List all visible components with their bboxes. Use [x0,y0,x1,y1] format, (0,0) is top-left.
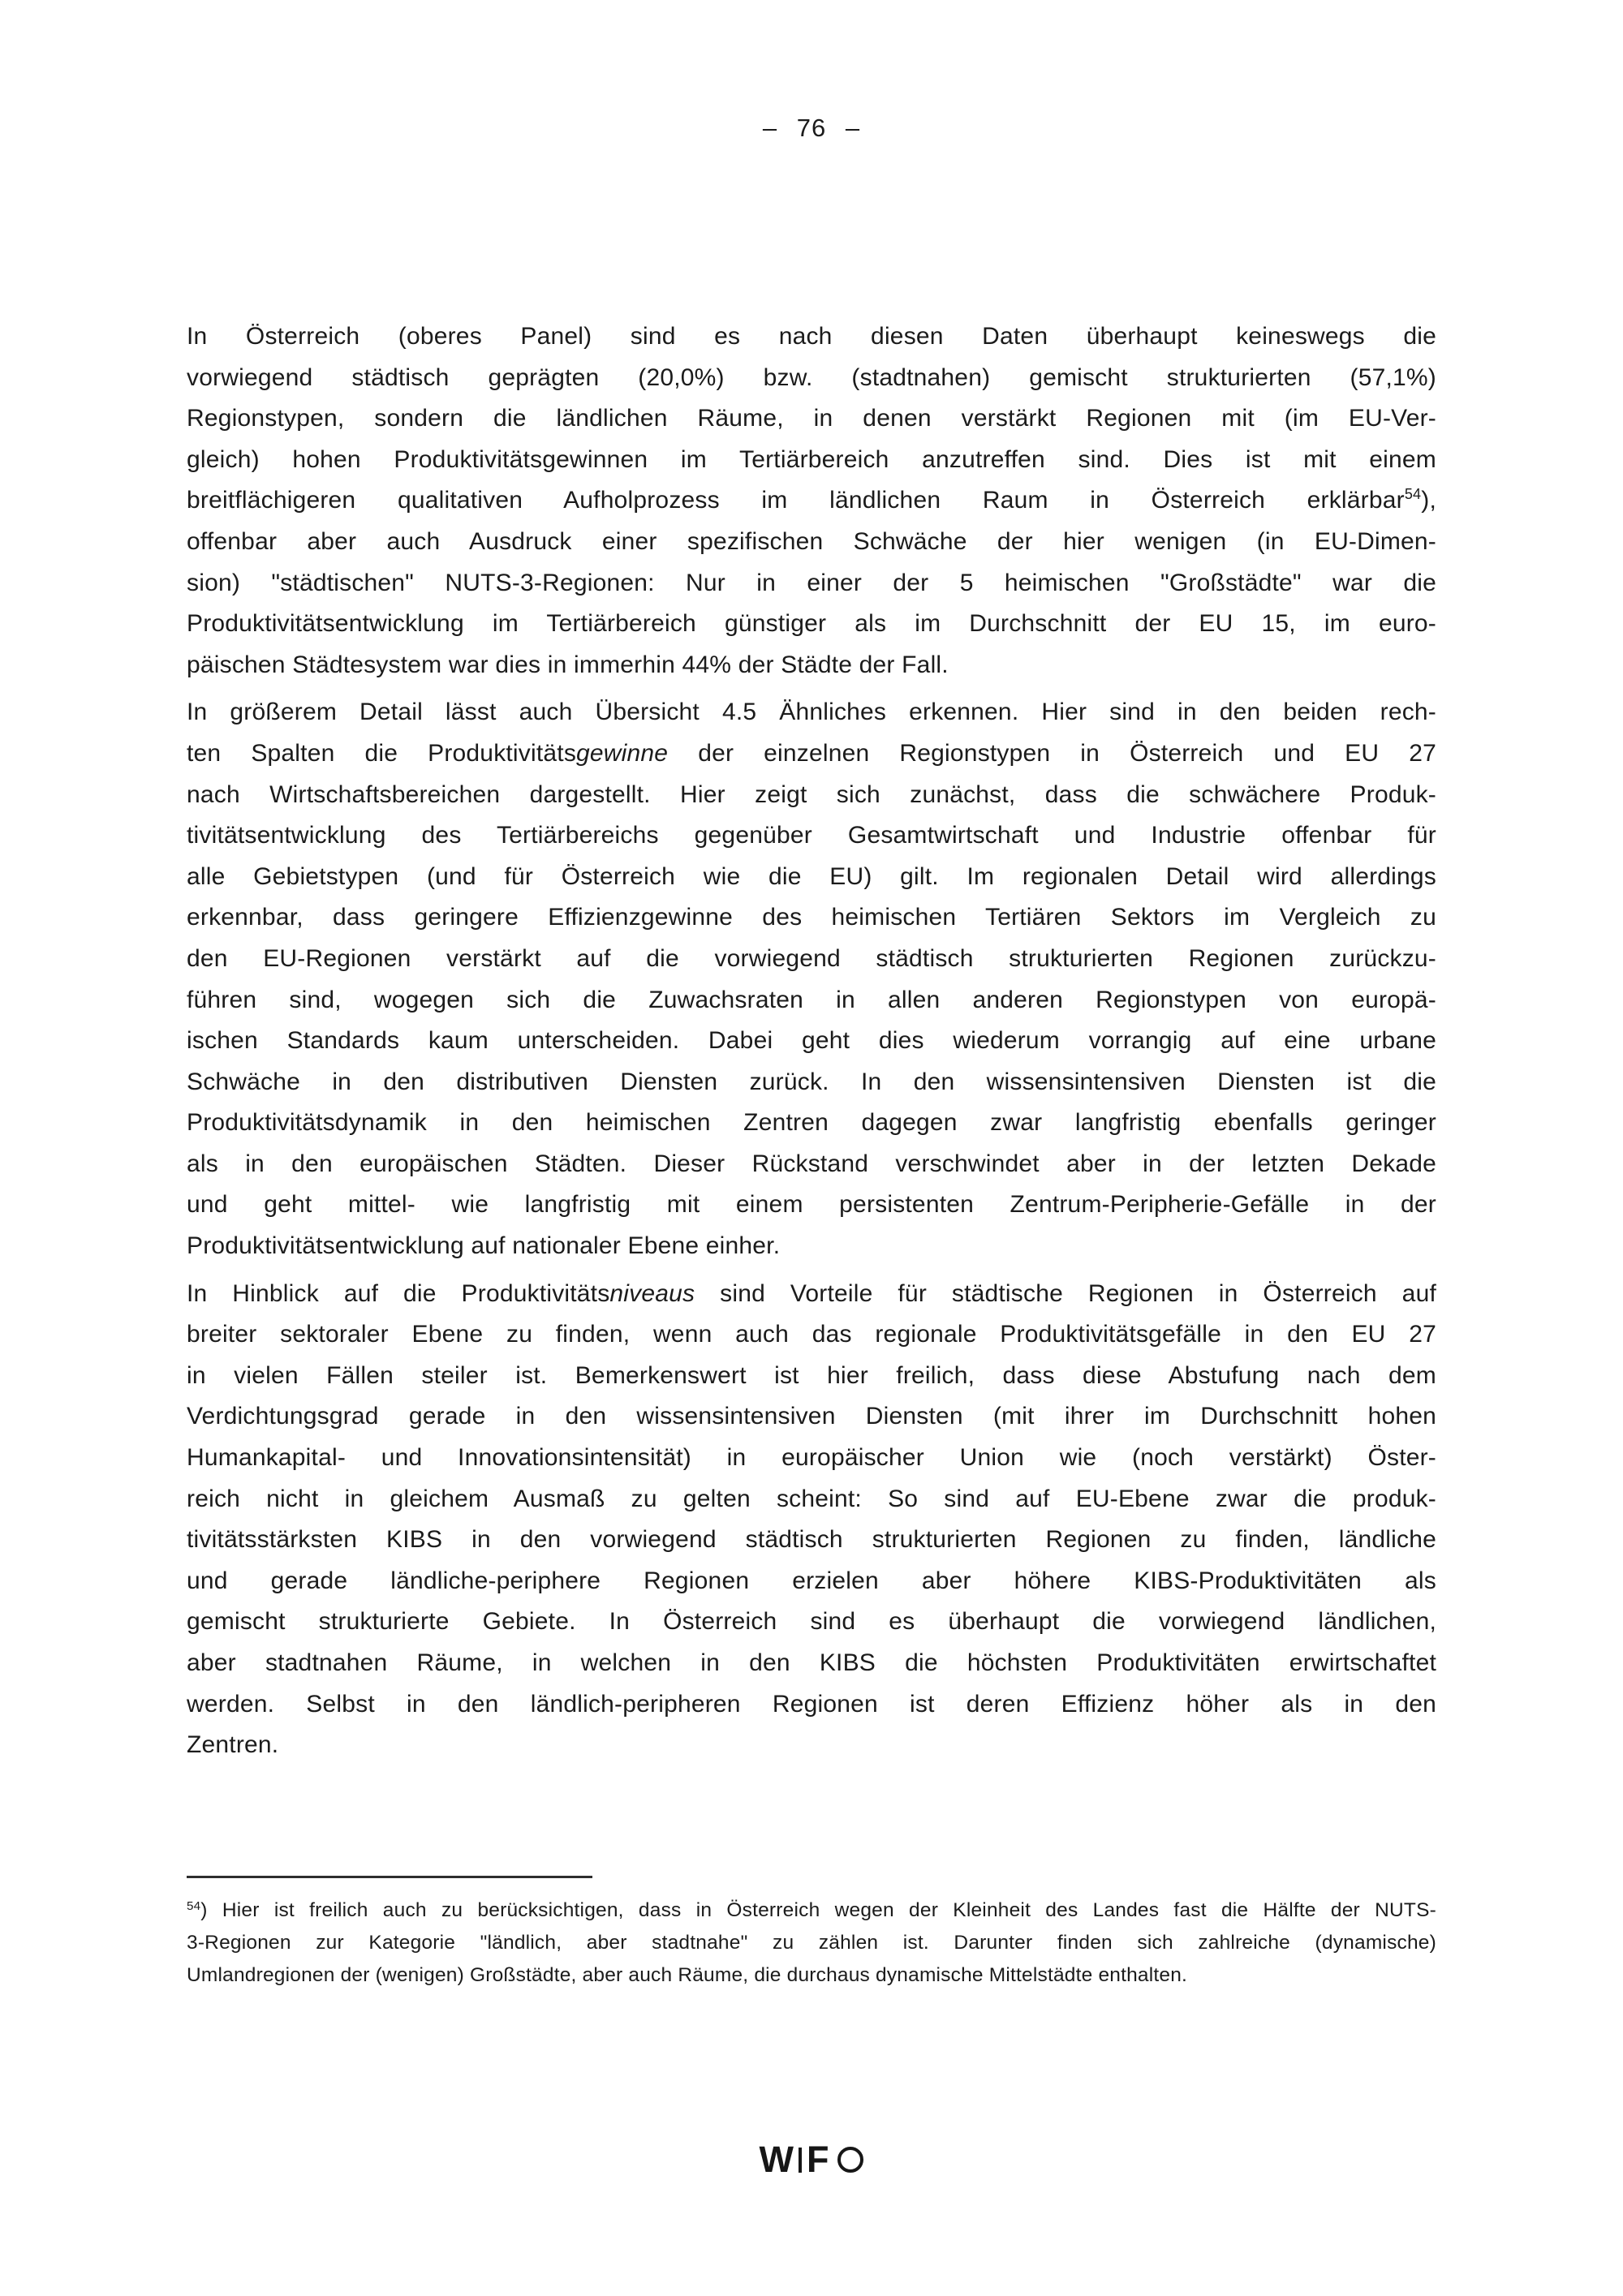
text-line: tivitätsentwicklung des Tertiärbereichs gegenüber Gesamtwirtschaft und Industrie offenbar für [187,822,1436,849]
body-text [187,316,1436,1773]
text-line: vorwiegend städtisch geprägten (20,0%) bzw. (stadtnahen) gemischt strukturierten (57,1%) [187,363,1436,391]
wifo-logo [0,2139,1623,2180]
text-line: führen sind, wogegen sich die Zuwachsraten in allen anderen Regionstypen von europä- [187,986,1436,1013]
text-line: Produktivitätsentwicklung im Tertiärbereich günstiger als im Durchschnitt der EU 15, im euro- [187,610,1436,638]
text-line: offenbar aber auch Ausdruck einer spezifischen Schwäche der hier wenigen (in EU-Dimen- [187,527,1436,555]
logo-o-circle-icon [837,2147,863,2173]
text-line: nach Wirtschaftsbereichen dargestellt. Hier zeigt sich zunächst, dass die schwächere Produk- [187,780,1436,808]
text-line: breitflächigeren qualitativen Aufholprozess im ländlichen Raum in Österreich erklärbar$^{54}$), [187,486,1436,514]
logo-letter-w: W [759,2139,794,2180]
paragraph-3 [187,1274,1436,1766]
paragraph-1 [187,316,1436,686]
text-line: erkennbar, dass geringere Effizienzgewinne des heimischen Tertiären Sektors im Vergleich zu [187,904,1436,931]
text-line: Regionstypen, sondern die ländlichen Räume, in denen verstärkt Regionen mit (im EU-Ver- [187,405,1436,432]
footnote-separator-rule [187,1876,592,1878]
text-line: alle Gebietstypen (und für Österreich wie die EU) gilt. Im regionalen Detail wird allerdings [187,862,1436,890]
text-line: aber stadtnahen Räume, in welchen in den KIBS die höchsten Produktivitäten erwirtschaftet [187,1649,1436,1676]
text-line: In Hinblick auf die Produktivitätsniveaus sind Vorteile für städtische Regionen in Österreich auf [187,1279,1436,1307]
text-line: und gerade ländliche-periphere Regionen erzielen aber höhere KIBS-Produktivitäten als [187,1567,1436,1594]
paragraph-2 [187,692,1436,1266]
text-line: gemischt strukturierte Gebiete. In Österreich sind es überhaupt die vorwiegend ländlichen, [187,1608,1436,1636]
text-line: päischen Städtesystem war dies in immerhin 44% der Städte der Fall. [187,651,949,678]
page-number: – 76 – [762,114,861,142]
text-line: Verdichtungsgrad gerade in den wissensintensiven Diensten (mit ihrer im Durchschnitt hohen [187,1403,1436,1430]
text-line: als in den europäischen Städten. Dieser Rückstand verschwindet aber in der letzten Dekade [187,1150,1436,1177]
text-line: In größerem Detail lässt auch Übersicht 4.5 Ähnliches erkennen. Hier sind in den beiden rech- [187,699,1436,726]
text-line: Schwäche in den distributiven Diensten zurück. In den wissensintensiven Diensten ist die [187,1068,1436,1095]
text-line: in vielen Fällen steiler ist. Bemerkenswert ist hier freilich, dass diese Abstufung nach dem [187,1361,1436,1389]
footnote-block [187,1876,1436,1992]
text-line: reich nicht in gleichem Ausmaß zu gelten scheint: So sind auf EU-Ebene zwar die produk- [187,1485,1436,1512]
text-line: ten Spalten die Produktivitätsgewinne der einzelnen Regionstypen in Österreich und EU 27 [187,739,1436,767]
text-line: ischen Standards kaum unterscheiden. Dabei geht dies wiederum vorrangig auf eine urbane [187,1027,1436,1055]
text-line: Produktivitätsdynamik in den heimischen Zentren dagegen zwar langfristig ebenfalls geringer [187,1109,1436,1137]
text-line: tivitätsstärksten KIBS in den vorwiegend städtisch strukturierten Regionen zu finden, ländliche [187,1526,1436,1554]
footnote-54 [187,1894,1436,1992]
text-line: In Österreich (oberes Panel) sind es nach diesen Daten überhaupt keineswegs die [187,323,1436,350]
text-line: den EU-Regionen verstärkt auf die vorwiegend städtisch strukturierten Regionen zurückzu- [187,944,1436,972]
text-line: breiter sektoraler Ebene zu finden, wenn auch das regionale Produktivitätsgefälle in den EU 27 [187,1321,1436,1348]
text-line: sion) "städtischen" NUTS-3-Regionen: Nur in einer der 5 heimischen "Großstädte" war die [187,569,1436,596]
text-line: gleich) hohen Produktivitätsgewinnen im Tertiärbereich anzutreffen sind. Dies ist mit einem [187,445,1436,473]
text-line: Umlandregionen der (wenigen) Großstädte, aber auch Räume, die durchaus dynamische Mittelstädte enthalten. [187,1964,1188,1986]
text-line: Zentren. [187,1731,279,1759]
text-line: werden. Selbst in den ländlich-peripheren Regionen ist deren Effizienz höher als in den [187,1690,1436,1718]
text-line: Produktivitätsentwicklung auf nationaler Ebene einher. [187,1232,781,1260]
text-line: 3-Regionen zur Kategorie "ländlich, aber stadtnahe" zu zählen ist. Darunter finden sich zahlreiche (dynamische) [187,1932,1436,1954]
logo-letter-f: F [806,2139,829,2180]
logo-divider-bar [799,2148,802,2173]
text-line: Humankapital- und Innovationsintensität) in europäischer Union wie (noch verstärkt) Öster- [187,1444,1436,1472]
text-line: $^{54}$) Hier ist freilich auch zu berücksichtigen, dass in Österreich wegen der Kleinheit des Landes fast die Hälfte der NUTS- [187,1899,1436,1921]
text-line: und geht mittel- wie langfristig mit einem persistenten Zentrum-Peripherie-Gefälle in der [187,1191,1436,1219]
